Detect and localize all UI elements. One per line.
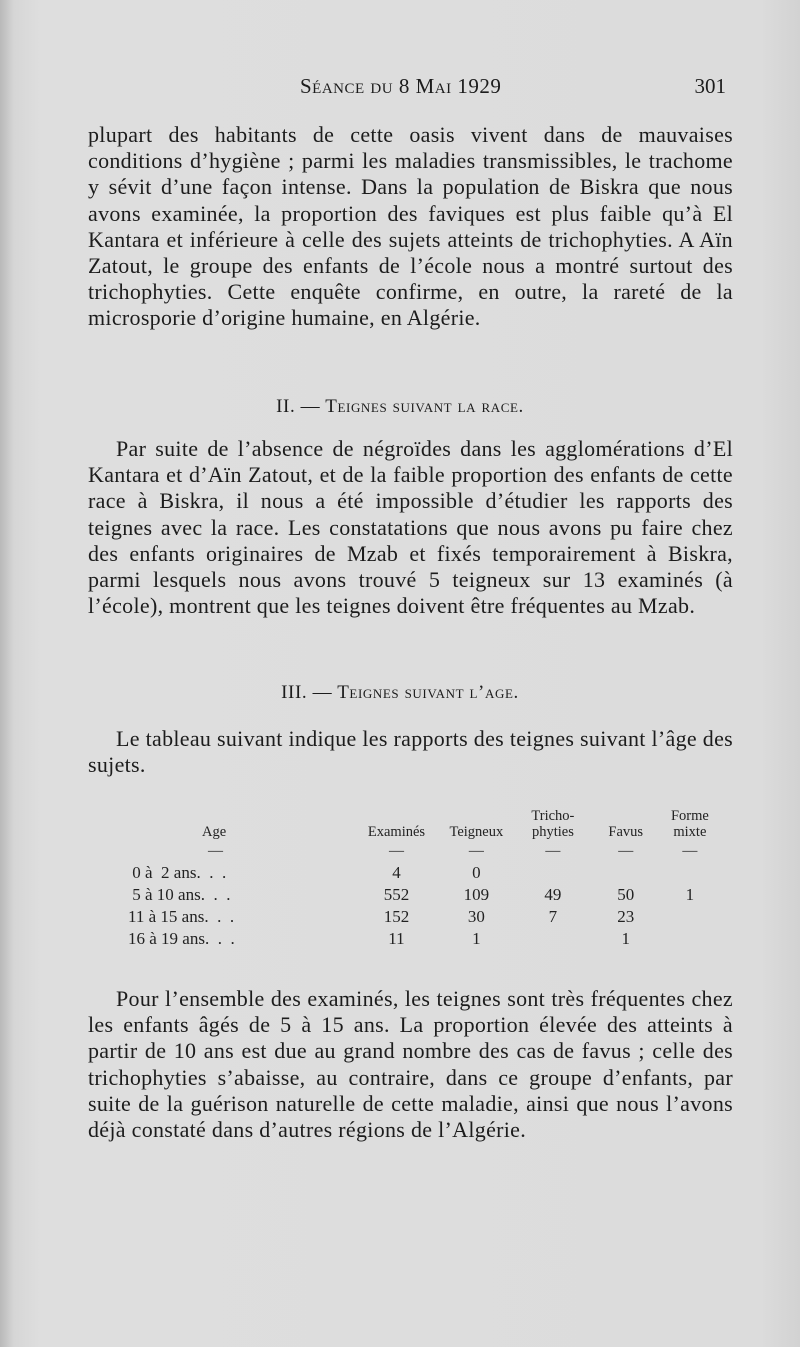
table-row bbox=[128, 906, 718, 928]
age-range: 11 à 15 ans. . . bbox=[128, 907, 235, 926]
age-range: 5 à 10 ans. . . bbox=[128, 885, 231, 904]
dash-age: — bbox=[208, 843, 223, 859]
tricho-value: 49 bbox=[544, 885, 562, 904]
mixte-value bbox=[662, 906, 718, 928]
tricho-value: 7 bbox=[548, 907, 558, 926]
header-forme-line1: Forme bbox=[670, 808, 709, 824]
paragraph-oasis: plupart des habitants de cette oasis vivent dans de mauvaises conditions d’hygiène ; parmi les maladies transmissibles, le trachome y sévit d’une façon intense. Dans la population de Biskra que nous avons examinée, la proportion des faviques est plus faible qu’à El Kantara et inférieure à celle des sujets atteints de trichophyties. A Aïn Zatout, le groupe des enfants de l’école nous a montré surtout des trichophyties. Cette enquête confirme, en outre, la rareté de la microsporie d’origine humaine, en Algérie. bbox=[88, 122, 733, 331]
header-favus: Favus bbox=[608, 824, 644, 840]
section-heading-race: II. — Teignes suivant la race. bbox=[276, 396, 524, 417]
age-range: 0 à 2 ans. . . bbox=[128, 863, 227, 882]
table-dash-row bbox=[128, 840, 718, 862]
page-header bbox=[300, 74, 730, 104]
favus-value: 23 bbox=[617, 907, 635, 926]
section-heading-age: III. — Teignes suivant l’age. bbox=[281, 682, 519, 703]
table-row bbox=[128, 928, 718, 950]
dash-examines: — bbox=[388, 843, 404, 859]
header-forme-mixte bbox=[662, 808, 718, 840]
header-trichophyties bbox=[516, 808, 590, 840]
age-range: 16 à 19 ans. . . bbox=[128, 929, 235, 948]
header-tricho-line2: phyties bbox=[531, 824, 574, 840]
tricho-value bbox=[516, 862, 590, 884]
header-teigneux: Teigneux bbox=[449, 824, 504, 840]
dash-tricho: — bbox=[545, 843, 561, 859]
teigneux-value: 1 bbox=[472, 929, 481, 948]
paragraph-conclusion: Pour l’ensemble des examinés, les teignes sont très fréquentes chez les enfants âgés de 5 à 15 ans. La proportion élevée des atteints à partir de 10 ans est due au grand nombre des cas de favus ; celle des trichophyties s’abaisse, au contraire, dans ce groupe d’enfants, par suite de la guérison naturelle de cette maladie, ainsi que nous l’avons déjà constaté dans d’autres régions de l’Algérie. bbox=[88, 986, 733, 1143]
table-header-row bbox=[128, 808, 718, 840]
dash-favus: — bbox=[618, 843, 634, 859]
running-head-date: 8 Mai 1929 bbox=[398, 74, 502, 98]
tricho-value bbox=[516, 928, 590, 950]
dash-teigneux: — bbox=[468, 843, 484, 859]
favus-value: 1 bbox=[621, 929, 630, 948]
page-number: 301 bbox=[694, 74, 726, 98]
examines-value: 152 bbox=[383, 907, 410, 926]
age-table bbox=[128, 808, 718, 950]
dash-mixte: — bbox=[682, 843, 698, 859]
mixte-value: 1 bbox=[685, 885, 695, 904]
examines-value: 11 bbox=[388, 929, 405, 948]
header-examines: Examinés bbox=[367, 824, 426, 840]
favus-value: 50 bbox=[617, 885, 635, 904]
header-forme-line2: mixte bbox=[673, 824, 707, 840]
paragraph-table-intro: Le tableau suivant indique les rapports des teignes suivant l’âge des sujets. bbox=[88, 726, 733, 778]
teigneux-value: 109 bbox=[463, 885, 490, 904]
teigneux-value: 30 bbox=[467, 907, 485, 926]
paragraph-race: Par suite de l’absence de négroïdes dans les agglomérations d’El Kantara et d’Aïn Zatout, et de la faible proportion des enfants de cette race à Biskra, il nous a été impossible d’étudier les rapports des teignes avec la race. Les constatations que nous avons pu faire chez des enfants originaires de Mzab et fixés temporairement à Biskra, parmi lesquels nous avons trouvé 5 teigneux sur 13 examinés (à l’école), montrent que les teignes doivent être fréquentes au Mzab. bbox=[88, 436, 733, 619]
running-head bbox=[300, 74, 501, 99]
running-head-prefix: Séance du bbox=[300, 74, 399, 98]
header-tricho-line1: Tricho- bbox=[531, 808, 575, 824]
favus-value bbox=[590, 862, 662, 884]
mixte-value bbox=[662, 928, 718, 950]
mixte-value bbox=[662, 862, 718, 884]
teigneux-value: 0 bbox=[472, 863, 481, 882]
examines-value: 4 bbox=[392, 863, 401, 882]
examines-value: 552 bbox=[383, 885, 410, 904]
table-row bbox=[128, 862, 718, 884]
header-age: Age bbox=[202, 824, 227, 840]
table-row bbox=[128, 884, 718, 906]
